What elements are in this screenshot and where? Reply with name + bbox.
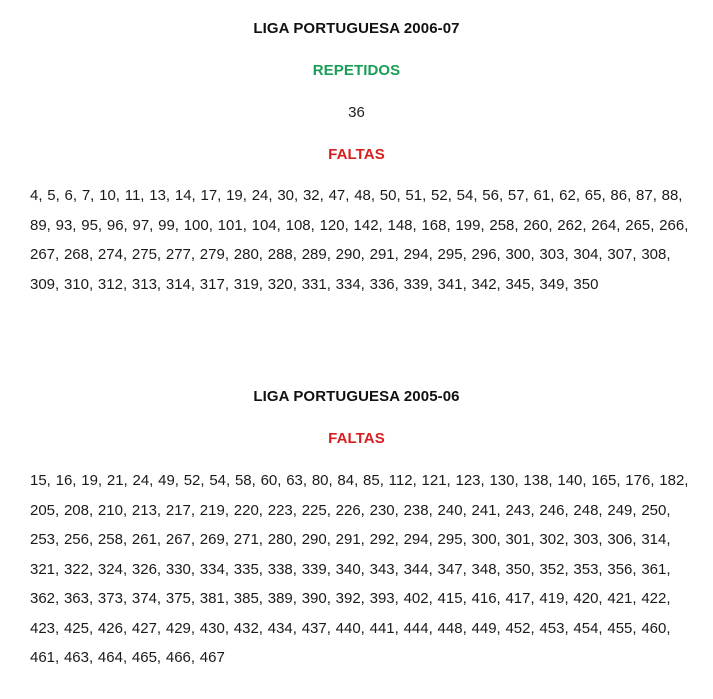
faltas-heading-2005-06: FALTAS: [328, 430, 385, 447]
repetidos-heading: REPETIDOS: [312, 62, 401, 79]
faltas-list-2005-06: 15, 16, 19, 21, 24, 49, 52, 54, 58, 60, 63, 80, 84, 85, 112, 121, 123, 130, 138, 140, 165, 176, 182, 205, 208, 210, 213, 217, 219, 220, 223, 225, 226, 230, 238, 240, 241, 243, 246, 248, 249, 250, 253, 256, 258, 261, 267, 269, 271, 280, 290, 291, 292, 294, 295, 300, 301, 302, 303, 306, 314, 321, 322, 324, 326, 330, 334, 335, 338, 339, 340, 343, 344, 347, 348, 350, 352, 353, 356, 361, 362, 363, 373, 374, 375, 381, 385, 389, 390, 392, 393, 402, 415, 416, 417, 419, 420, 421, 422, 423, 425, 426, 427, 429, 430, 432, 434, 437, 440, 441, 444, 448, 449, 452, 453, 454, 455, 460, 461, 463, 464, 465, 466, 467: [30, 472, 689, 666]
season-2006-07-title: LIGA PORTUGUESA 2006-07: [253, 20, 460, 37]
faltas-list-2006-07: 4, 5, 6, 7, 10, 11, 13, 14, 17, 19, 24, 30, 32, 47, 48, 50, 51, 52, 54, 56, 57, 61, 62, 65, 86, 87, 88, 89, 93, 95, 96, 97, 99, 100, 101, 104, 108, 120, 142, 148, 168, 199, 258, 260, 262, 264, 265, 266, 267, 268, 274, 275, 277, 279, 280, 288, 289, 290, 291, 294, 295, 296, 300, 303, 304, 307, 308, 309, 310, 312, 313, 314, 317, 319, 320, 331, 334, 336, 339, 341, 342, 345, 349, 350: [30, 187, 689, 293]
faltas-heading-2006-07: FALTAS: [328, 146, 385, 163]
season-2005-06-title: LIGA PORTUGUESA 2005-06: [253, 388, 460, 405]
repetidos-list: 36: [348, 104, 365, 121]
